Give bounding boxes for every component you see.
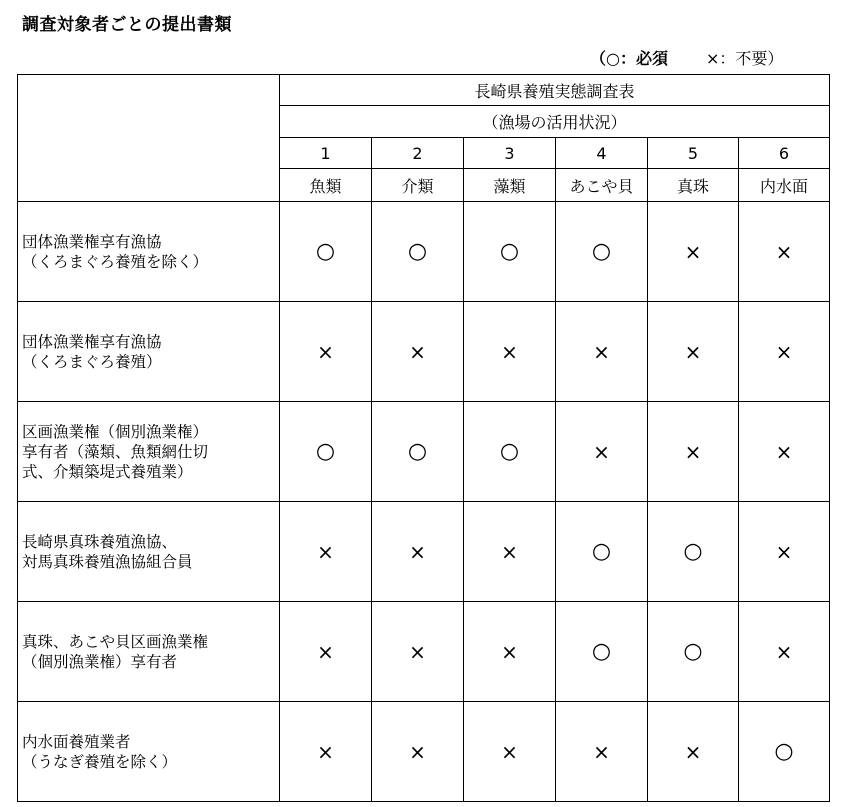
row-label: 真珠、あこや貝区画漁業権 （個別漁業権）享有者 bbox=[18, 602, 280, 702]
not-required-mark: × bbox=[464, 702, 556, 802]
not-required-mark: × bbox=[280, 502, 372, 602]
not-required-mark: × bbox=[739, 202, 830, 302]
not-required-mark: × bbox=[556, 302, 648, 402]
not-required-mark: × bbox=[648, 302, 739, 402]
not-required-mark: × bbox=[372, 602, 464, 702]
row-label: 長崎県真珠養殖漁協、 対馬真珠養殖漁協組合員 bbox=[18, 502, 280, 602]
required-mark: ○ bbox=[464, 202, 556, 302]
not-required-mark: × bbox=[739, 502, 830, 602]
required-mark: ○ bbox=[372, 402, 464, 502]
required-mark: ○ bbox=[464, 402, 556, 502]
not-required-mark: × bbox=[464, 602, 556, 702]
not-required-mark: × bbox=[372, 702, 464, 802]
page-title: 調査対象者ごとの提出書類 bbox=[22, 15, 232, 35]
required-mark: ○ bbox=[372, 202, 464, 302]
not-required-mark: × bbox=[280, 702, 372, 802]
not-required-mark: × bbox=[739, 302, 830, 402]
table-row bbox=[18, 702, 830, 802]
column-name: 藻類 bbox=[464, 169, 556, 202]
table-row bbox=[18, 602, 830, 702]
not-required-mark: × bbox=[372, 502, 464, 602]
header-subtitle: （漁場の活用状況） bbox=[280, 106, 830, 138]
not-required-mark: × bbox=[280, 302, 372, 402]
column-number: 4 bbox=[556, 138, 648, 169]
column-number: 5 bbox=[648, 138, 739, 169]
table-row bbox=[18, 302, 830, 402]
required-mark: ○ bbox=[556, 502, 648, 602]
header-title: 長崎県養殖実態調査表 bbox=[280, 75, 830, 106]
corner-cell bbox=[18, 75, 280, 202]
required-mark: ○ bbox=[556, 602, 648, 702]
not-required-mark: × bbox=[556, 702, 648, 802]
not-required-mark: × bbox=[464, 502, 556, 602]
column-number: 2 bbox=[372, 138, 464, 169]
row-label: 団体漁業権享有漁協 （くろまぐろ養殖） bbox=[18, 302, 280, 402]
row-label: 内水面養殖業者 （うなぎ養殖を除く） bbox=[18, 702, 280, 802]
not-required-mark: × bbox=[648, 202, 739, 302]
legend-not-required: ×：不要） bbox=[705, 49, 784, 68]
row-label: 団体漁業権享有漁協 （くろまぐろ養殖を除く） bbox=[18, 202, 280, 302]
table-row bbox=[18, 202, 830, 302]
not-required-mark: × bbox=[464, 302, 556, 402]
required-mark: ○ bbox=[648, 502, 739, 602]
column-name: 介類 bbox=[372, 169, 464, 202]
not-required-mark: × bbox=[280, 602, 372, 702]
not-required-mark: × bbox=[739, 602, 830, 702]
column-name: あこや貝 bbox=[556, 169, 648, 202]
not-required-mark: × bbox=[648, 402, 739, 502]
not-required-mark: × bbox=[556, 402, 648, 502]
table-row bbox=[18, 502, 830, 602]
not-required-mark: × bbox=[739, 402, 830, 502]
column-name: 魚類 bbox=[280, 169, 372, 202]
column-name: 真珠 bbox=[648, 169, 739, 202]
legend-required: （○：必須 bbox=[590, 49, 668, 68]
required-mark: ○ bbox=[280, 202, 372, 302]
required-mark: ○ bbox=[556, 202, 648, 302]
submission-table bbox=[17, 74, 830, 802]
required-mark: ○ bbox=[280, 402, 372, 502]
table-row bbox=[18, 402, 830, 502]
column-name: 内水面 bbox=[739, 169, 830, 202]
row-label: 区画漁業権（個別漁業権） 享有者（藻類、魚類網仕切 式、介類築堤式養殖業） bbox=[18, 402, 280, 502]
required-mark: ○ bbox=[739, 702, 830, 802]
column-number: 1 bbox=[280, 138, 372, 169]
column-number: 3 bbox=[464, 138, 556, 169]
column-number: 6 bbox=[739, 138, 830, 169]
not-required-mark: × bbox=[648, 702, 739, 802]
not-required-mark: × bbox=[372, 302, 464, 402]
required-mark: ○ bbox=[648, 602, 739, 702]
legend bbox=[590, 46, 783, 69]
